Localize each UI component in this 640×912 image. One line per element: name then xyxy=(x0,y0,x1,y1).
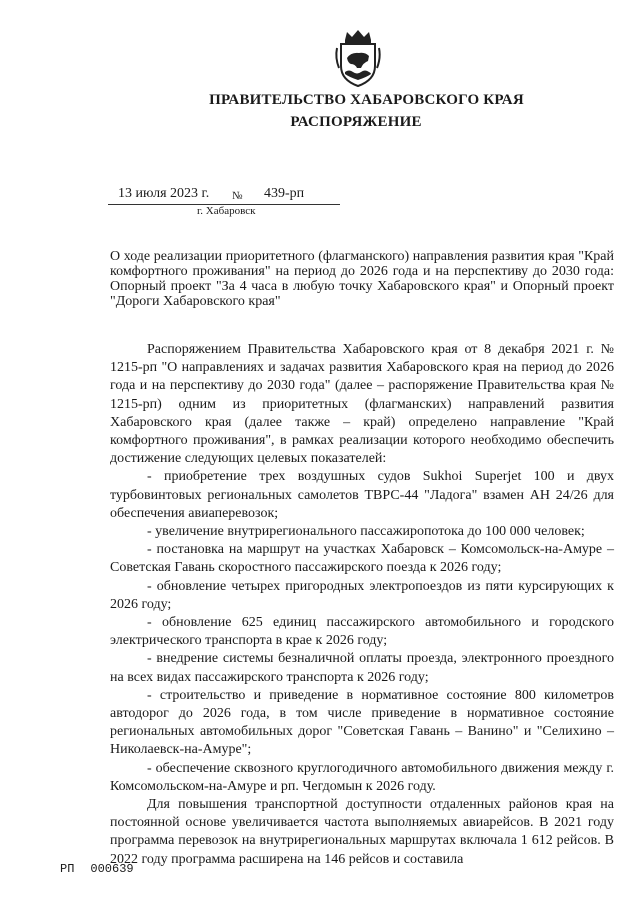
list-item: - увеличение внутрирегионального пассажиропотока до 100 000 человек; xyxy=(147,524,585,540)
list-item: - внедрение системы безналичной оплаты проезда, электронного проездного на всех видах пассажирского транспорта к 2026 году; xyxy=(110,651,614,685)
footer-code xyxy=(60,862,134,876)
closing-paragraph: Для повышения транспортной доступности отдаленных районов края на постоянной основе увеличивается частота выполняемых авиарейсов. В 2021 году программа перевозок на внутрирегиональных маршрутах включала 1 612 рейсов. В 2022 году программа расширена на 146 рейсов и составила xyxy=(110,797,614,867)
list-item: - приобретение трех воздушных судов Sukhoi Superjet 100 и двух турбовинтовых региональных самолетов ТВРС-44 "Ладога" взамен АН 24/26 для обеспечения авиаперевозок; xyxy=(110,469,614,521)
coat-of-arms-icon xyxy=(333,28,383,88)
document-number: 439-рп xyxy=(264,186,305,201)
organization-title: ПРАВИТЕЛЬСТВО ХАБАРОВСКОГО КРАЯ xyxy=(209,92,524,108)
document-subject: О ходе реализации приоритетного (флагманского) направления развития края "Край комфортного проживания" на период до 2026 года и на перспективу до 2030 года: Опорный проект "За 4 часа в любую точку Хабаровского края" и Опорный проект "Дороги Хабаровского края" xyxy=(110,249,614,309)
intro-paragraph: Распоряжением Правительства Хабаровского края от 8 декабря 2021 г. № 1215-рп "О направлениях и задачах развития Хабаровского края на период до 2026 года и на перспективу до 2030 года" (далее – распоряжение Правительства края № 1215-рп) одним из приоритетных (флагманских) направлений развития Хабаровского края (далее также – край) определено направление "Край комфортного проживания", в рамках реализации которого необходимо обеспечить достижение следующих целевых показателей: xyxy=(110,342,614,467)
number-sign: № xyxy=(232,190,243,202)
footer-prefix: РП xyxy=(60,862,75,876)
list-item: - обновление четырех пригородных электропоездов из пяти курсирующих к 2026 году; xyxy=(110,578,614,612)
document-date: 13 июля 2023 г. xyxy=(118,186,210,201)
list-item: - обеспечение сквозного круглогодичного автомобильного движения между г. Комсомольском-на-Амуре и рп. Чегдомын к 2026 году. xyxy=(110,760,614,794)
document-city: г. Хабаровск xyxy=(197,205,256,217)
list-item: - обновление 625 единиц пассажирского автомобильного и городского электрического транспорта в крае к 2026 году; xyxy=(110,615,614,649)
list-item: - строительство и приведение в нормативное состояние 800 километров автодорог до 2026 года, в том числе приведение в нормативное состояние региональных автомобильных дорог "Советская Гавань – Ванино" и "Селихино – Николаевск-на-Амуре"; xyxy=(110,687,614,758)
footer-number: 000639 xyxy=(90,862,134,876)
document-type: РАСПОРЯЖЕНИЕ xyxy=(290,114,422,130)
document-body xyxy=(110,341,614,869)
list-item: - постановка на маршрут на участках Хабаровск – Комсомольск-на-Амуре – Советская Гавань скоростного пассажирского поезда к 2026 году; xyxy=(110,542,614,576)
